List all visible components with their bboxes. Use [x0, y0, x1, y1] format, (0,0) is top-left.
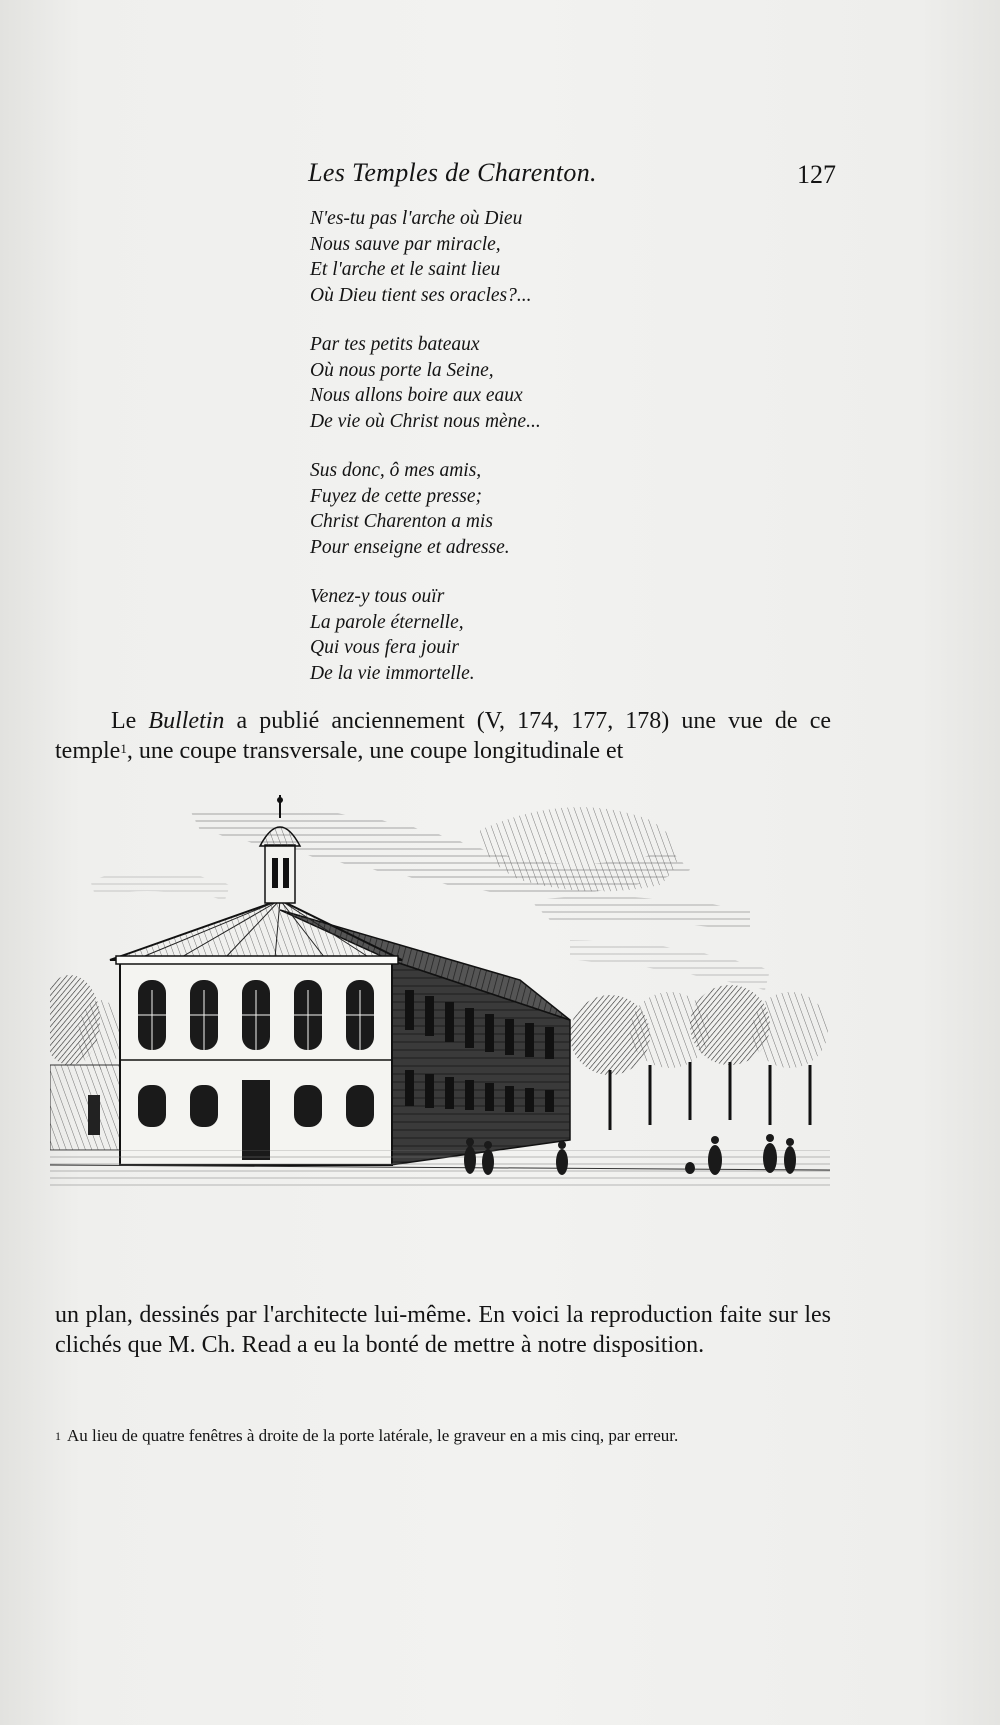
- poem-line: Pour enseigne et adresse.: [310, 536, 510, 558]
- poem-line: Sus donc, ô mes amis,: [310, 460, 482, 481]
- poem-line: Qui vous fera jouir: [310, 637, 459, 658]
- poem-stanza: [310, 458, 541, 560]
- paragraph-text: Le: [111, 708, 149, 734]
- temple-engraving-illustration: [50, 790, 830, 1270]
- footnote: [55, 1424, 831, 1448]
- poem-line: Où Dieu tient ses oracles?...: [310, 284, 532, 306]
- poem-line: Et l'arche et le saint lieu: [310, 259, 501, 280]
- footnote-text: Au lieu de quatre fenêtres à droite de la porte latérale, le graveur en a mis cinq, par erreur.: [67, 1426, 679, 1445]
- paragraph-bulletin: [55, 706, 831, 766]
- poem-line: Fuyez de cette presse;: [310, 485, 482, 507]
- poem-stanza: [310, 584, 541, 686]
- poem-line: N'es-tu pas l'arche où Dieu: [310, 208, 523, 229]
- poem-line: La parole éternelle,: [310, 611, 464, 633]
- bulletin-title: Bulletin: [148, 708, 225, 734]
- poem-line: De la vie immortelle.: [310, 662, 475, 684]
- running-header-title: Les Temples de Charenton.: [308, 158, 597, 187]
- left-trees: [50, 975, 122, 1150]
- paragraph-text: a publié anciennement (V, 174, 177, 178) une vue de ce temple: [55, 708, 831, 764]
- poem-line: Nous allons boire aux eaux: [310, 385, 523, 406]
- poem-line: Christ Charenton a mis: [310, 511, 493, 532]
- poem: [310, 206, 541, 710]
- page-number: 127: [797, 160, 836, 189]
- paragraph-text: , une coupe transversale, une coupe longitudinale et: [126, 738, 624, 764]
- footnote-mark: 1: [55, 1429, 61, 1443]
- poem-line: Par tes petits bateaux: [310, 334, 480, 355]
- right-trees: [570, 985, 828, 1130]
- poem-stanza: [310, 332, 541, 434]
- poem-line: Venez-y tous ouïr: [310, 586, 445, 607]
- poem-line: Où nous porte la Seine,: [310, 359, 494, 381]
- temple-front-facade: [110, 900, 402, 1165]
- poem-stanza: [310, 206, 541, 308]
- poem-line: Nous sauve par miracle,: [310, 233, 501, 255]
- paragraph-reproduction: un plan, dessinés par l'architecte lui-même. En voici la reproduction faite sur les clichés que M. Ch. Read a eu la bonté de mettre à notre disposition.: [55, 1302, 831, 1358]
- poem-line: De vie où Christ nous mène...: [310, 410, 541, 432]
- footnote-reference[interactable]: 1: [120, 741, 127, 756]
